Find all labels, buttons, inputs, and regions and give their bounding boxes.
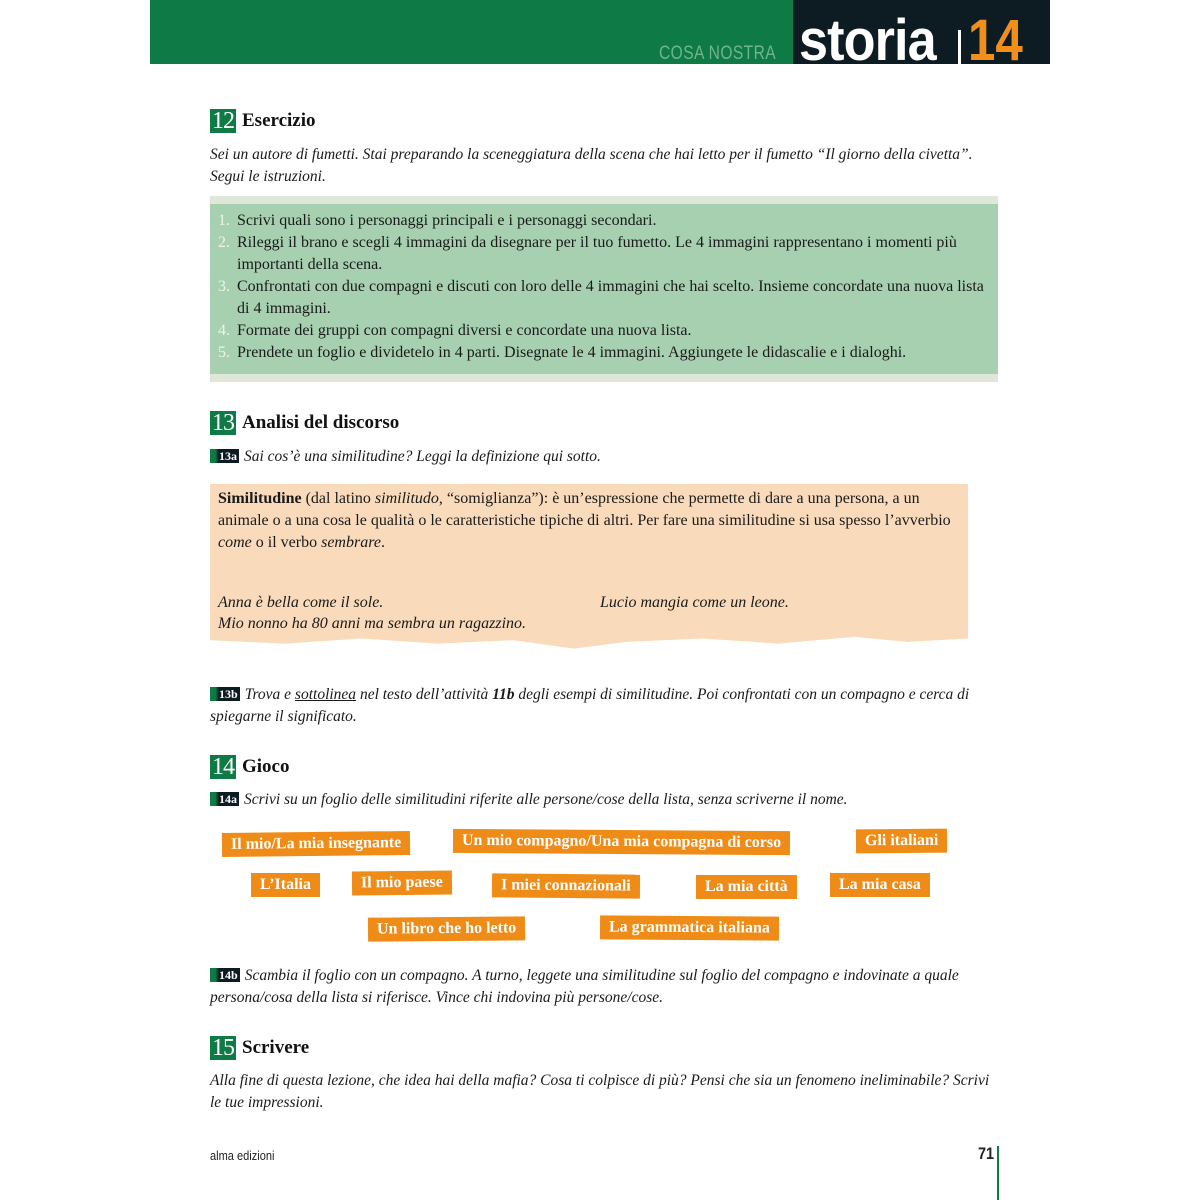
activity-tag: 14a: [210, 792, 239, 806]
example-sentence: Mio nonno ha 80 anni ma sembra un ragazzino.: [218, 615, 527, 632]
footer-rule: [997, 1146, 999, 1200]
word-tag: La grammatica italiana: [600, 915, 779, 940]
activity-tag: 13b: [210, 687, 240, 701]
step-item: 1. Scrivi quali sono i personaggi principali e i personaggi secondari.: [218, 212, 657, 229]
header-separator: [958, 30, 961, 64]
definition-text: Similitudine (dal latino similitudo, “somiglianza”): è un’espressione che permette di dare a una persona, a un animale o a una cosa le qualità o le caratteristiche tipiche di altri. Per fare una similitudine si usa spesso l’avverbio come o il verbo sembrare.: [218, 490, 951, 551]
word-tag: Il mio/La mia insegnante: [222, 831, 410, 857]
publisher-name: alma edizioni: [210, 1148, 275, 1163]
word-tag: Un mio compagno/Una mia compagna di corso: [453, 829, 790, 855]
activity-13b: 13b Trova e sottolinea nel testo dell’attività 11b degli esempi di similitudine. Poi confrontati con un compagno e cerca di spiegarne il significato.: [210, 686, 970, 725]
activity-14b: 14b Scambia il foglio con un compagno. A turno, leggete una similitudine sul foglio del compagno e indovinate a quale persona/cosa della lista si riferisce. Vince chi indovina più persone/cose.: [210, 967, 959, 1006]
activity-13a: 13a Sai cos’è una similitudine? Leggi la definizione qui sotto.: [210, 446, 990, 468]
step-item: 3. Confrontati con due compagni e discuti con loro delle 4 immagini che hai scelto. Insieme concordate una nuova lista di 4 immagini.: [218, 278, 984, 317]
section-15-text: Alla fine di questa lezione, che idea hai della mafia? Cosa ti colpisce di più? Pensi che sia un fenomeno ineliminabile? Scrivi le tue impressioni.: [210, 1072, 990, 1111]
section-number-badge: 15: [212, 1035, 234, 1061]
word-tag: Un libro che ho letto: [368, 916, 525, 941]
page-number: 71: [978, 1144, 995, 1163]
word-tag: La mia città: [696, 875, 797, 899]
example-sentence: Lucio mangia come un leone.: [600, 594, 789, 611]
section-title: Analisi del discorso: [242, 412, 400, 433]
section-12-heading: [210, 109, 316, 133]
unit-title: storia: [799, 8, 936, 73]
lesson-number: 14: [968, 8, 1023, 73]
section-number-badge: 12: [212, 108, 234, 134]
word-tag: I miei connazionali: [492, 873, 640, 898]
section-15-heading: [210, 1036, 309, 1060]
word-tag: Il mio paese: [352, 870, 452, 895]
step-item: 2. Rileggi il brano e scegli 4 immagini da disegnare per il tuo fumetto. Le 4 immagini rappresentano i momenti più importanti della scena.: [218, 234, 957, 273]
unit-subtitle: COSA NOSTRA: [659, 43, 777, 64]
section-number-badge: 14: [212, 754, 234, 780]
section-number-badge: 13: [212, 410, 234, 436]
steps-list: [218, 210, 988, 364]
section-12-instructions: Sei un autore di fumetti. Stai preparando la sceneggiatura della scena che hai letto per il fumetto “Il giorno della civetta”. Segui le istruzioni.: [210, 146, 973, 185]
section-title: Scrivere: [242, 1037, 310, 1058]
word-tag: Gli italiani: [856, 829, 948, 854]
step-item: 5. Prendete un foglio e dividetelo in 4 parti. Disegnate le 4 immagini. Aggiungete le didascalie e i dialoghi.: [218, 344, 907, 361]
activity-tag: 13a: [210, 449, 239, 463]
step-item: 4. Formate dei gruppi con compagni diversi e concordate una nuova lista.: [218, 322, 692, 339]
activity-tag: 14b: [210, 968, 240, 982]
word-tag: La mia casa: [830, 873, 930, 897]
section-title: Gioco: [242, 756, 290, 777]
section-13-heading: [210, 411, 399, 435]
section-title: Esercizio: [242, 110, 316, 131]
example-sentence: Anna è bella come il sole.: [218, 594, 384, 611]
section-14-heading: [210, 755, 290, 779]
activity-14a: 14a Scrivi su un foglio delle similitudini riferite alle persone/cose della lista, senza scriverne il nome.: [210, 789, 990, 811]
word-tag: L’Italia: [251, 873, 320, 897]
